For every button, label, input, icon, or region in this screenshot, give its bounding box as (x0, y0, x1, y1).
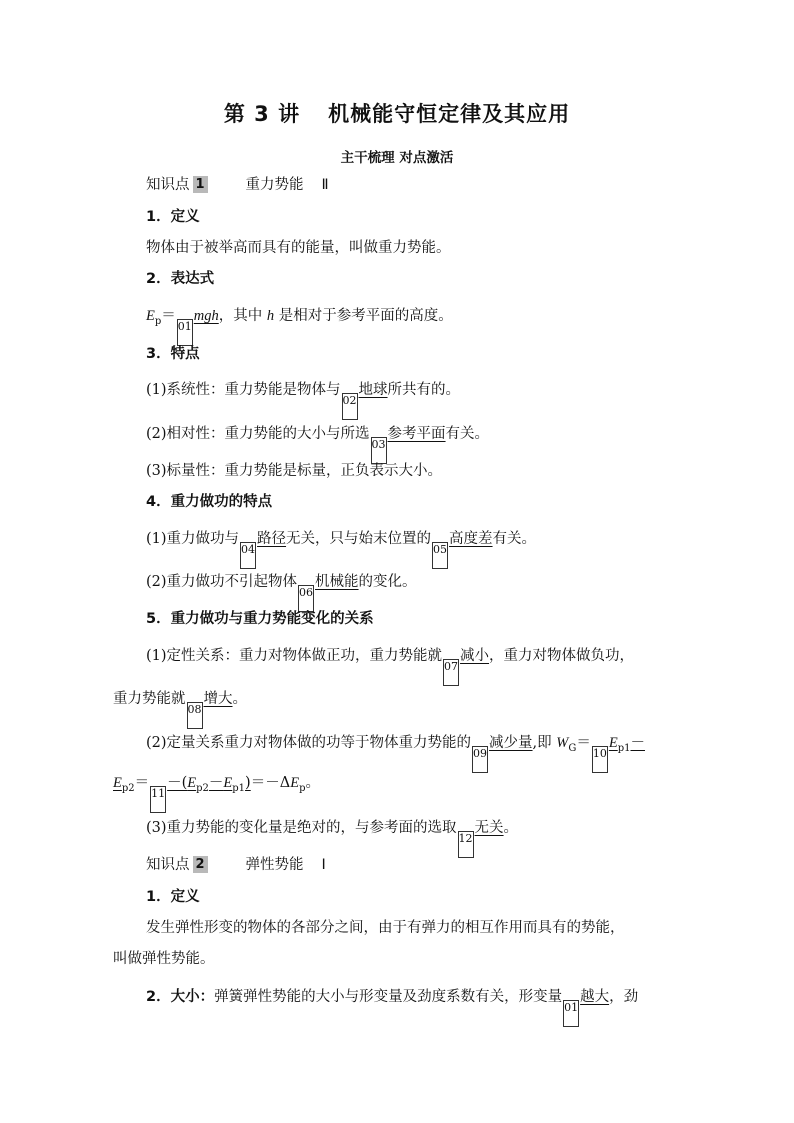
answer-text: 机械能 (315, 574, 359, 590)
answer-number-box: 08 (187, 702, 203, 729)
paragraph: (3)标量性：重力势能是标量，正负表示大小。 (146, 463, 443, 479)
answer-text: 增大 (203, 691, 233, 707)
text: 是相对于参考平面的高度。 (274, 308, 453, 324)
answer-text: mgh (193, 308, 219, 324)
paragraph (146, 380, 460, 420)
equals: ＝ (161, 308, 176, 324)
answer-text: 减小 (460, 648, 490, 664)
answer-number-box: 01 (177, 319, 193, 346)
paragraph (146, 733, 645, 773)
answer-number-box: 05 (432, 542, 448, 569)
text: ) (245, 775, 251, 791)
paragraph (146, 987, 638, 1027)
symbol: W (556, 735, 569, 751)
answer-text: 越大 (580, 989, 610, 1005)
text: (2)重力做功不引起物体 (146, 574, 298, 590)
text: 重力势能就 (113, 691, 186, 707)
paragraph (146, 424, 489, 464)
subscript: p1 (232, 782, 246, 794)
kp-title: 弹性势能 (245, 857, 304, 873)
answer-text: 减少量 (489, 735, 533, 751)
minus: － (208, 775, 224, 791)
text: 无关，只与始末位置的 (286, 531, 432, 547)
answer-number-box: 12 (458, 831, 474, 858)
lecture-number: 第 3 讲 (223, 102, 301, 126)
text: (2)相对性：重力势能的大小与所选 (146, 426, 370, 442)
symbol: E (608, 735, 618, 751)
knowledge-point-1-heading (146, 175, 329, 195)
answer-number-box: 02 (342, 393, 358, 420)
paragraph-continuation (113, 689, 247, 729)
subscript: p2 (121, 782, 135, 794)
answer-text: 地球 (358, 382, 388, 398)
section-heading: 2．表达式 (146, 271, 215, 287)
subscript: p (154, 315, 162, 327)
answer-number-box: 06 (298, 585, 314, 612)
section-heading: 5．重力做功与重力势能变化的关系 (146, 611, 374, 627)
symbol: E (146, 308, 155, 324)
text: (2)定量关系重力对物体做的功等于物体重力势能的 (146, 735, 472, 751)
answer-text (167, 775, 251, 794)
text: 有关。 (445, 426, 490, 442)
equals: ＝ (134, 775, 150, 791)
kp-number-badge: 2 (193, 856, 208, 873)
page-title (0, 98, 794, 128)
text: 的变化。 (358, 574, 417, 590)
answer-text (113, 775, 135, 794)
answer-number-box: 07 (443, 659, 459, 686)
symbol: E (290, 775, 300, 791)
kp-level: Ⅱ (321, 177, 329, 193)
symbol: E (113, 775, 122, 791)
paragraph: 物体由于被举高而具有的能量，叫做重力势能。 (146, 240, 451, 256)
text: 。 (503, 820, 519, 836)
inline-heading: 2．大小： (146, 989, 215, 1005)
paragraph (146, 646, 634, 686)
paragraph (146, 818, 518, 858)
minus: － (630, 735, 645, 751)
symbol: h (266, 308, 275, 324)
paragraph (146, 572, 417, 612)
text: 。 (232, 691, 247, 707)
text: ，重力对物体做负功， (489, 648, 635, 664)
answer-number-box: 04 (240, 542, 256, 569)
answer-text: 参考平面 (387, 426, 446, 442)
section-heading: 1．定义 (146, 209, 200, 225)
paragraph-continuation (113, 773, 320, 813)
text: 弹簧弹性势能的大小与形变量及劲度系数有关，形变量 (214, 989, 563, 1005)
answer-number-box: 03 (371, 437, 387, 464)
equals: ＝ (576, 735, 591, 751)
subscript: p1 (617, 742, 631, 754)
text: (3)重力势能的变化量是绝对的，与参考面的选取 (146, 820, 457, 836)
answer-text (608, 735, 645, 754)
answer-text: 无关 (474, 820, 504, 836)
text: －( (167, 775, 188, 791)
text: (1)定性关系：重力对物体做正功，重力势能就 (146, 648, 443, 664)
lecture-title: 机械能守恒定律及其应用 (328, 102, 571, 126)
text: 有关。 (492, 531, 537, 547)
text: 。 (305, 775, 320, 791)
text: (1)系统性：重力势能是物体与 (146, 382, 341, 398)
symbol: E (187, 775, 197, 791)
kp-prefix: 知识点 (146, 857, 190, 873)
kp-title: 重力势能 (245, 177, 304, 193)
text: ，其中 (218, 308, 267, 324)
answer-text: 高度差 (449, 531, 493, 547)
answer-number-box: 09 (472, 746, 488, 773)
formula-line (146, 306, 453, 346)
subscript: p (299, 782, 306, 794)
section-heading: 4．重力做功的特点 (146, 494, 273, 510)
answer-number-box: 01 (563, 1000, 579, 1027)
kp-prefix: 知识点 (146, 177, 190, 193)
text: ＝－Δ (250, 775, 291, 791)
text: ,即 (532, 735, 557, 751)
kp-number-badge: 1 (193, 176, 208, 193)
paragraph-continuation: 叫做弹性势能。 (113, 951, 215, 967)
text: (1)重力做功与 (146, 531, 240, 547)
section-heading: 3．特点 (146, 346, 200, 362)
paragraph: 发生弹性形变的物体的各部分之间，由于有弹力的相互作用而具有的势能， (146, 920, 625, 936)
knowledge-point-2-heading (146, 855, 326, 875)
section-subtitle: 主干梳理 对点激活 (340, 150, 454, 166)
text: ，劲 (609, 989, 639, 1005)
text: 所共有的。 (387, 382, 461, 398)
subscript: p2 (196, 782, 209, 794)
answer-text: 路径 (257, 531, 287, 547)
answer-number-box: 11 (150, 786, 166, 813)
kp-level: Ⅰ (321, 857, 326, 873)
symbol: E (223, 775, 233, 791)
section-heading: 1．定义 (146, 889, 200, 905)
answer-number-box: 10 (592, 746, 608, 773)
subscript: G (568, 742, 577, 754)
paragraph (146, 529, 536, 569)
